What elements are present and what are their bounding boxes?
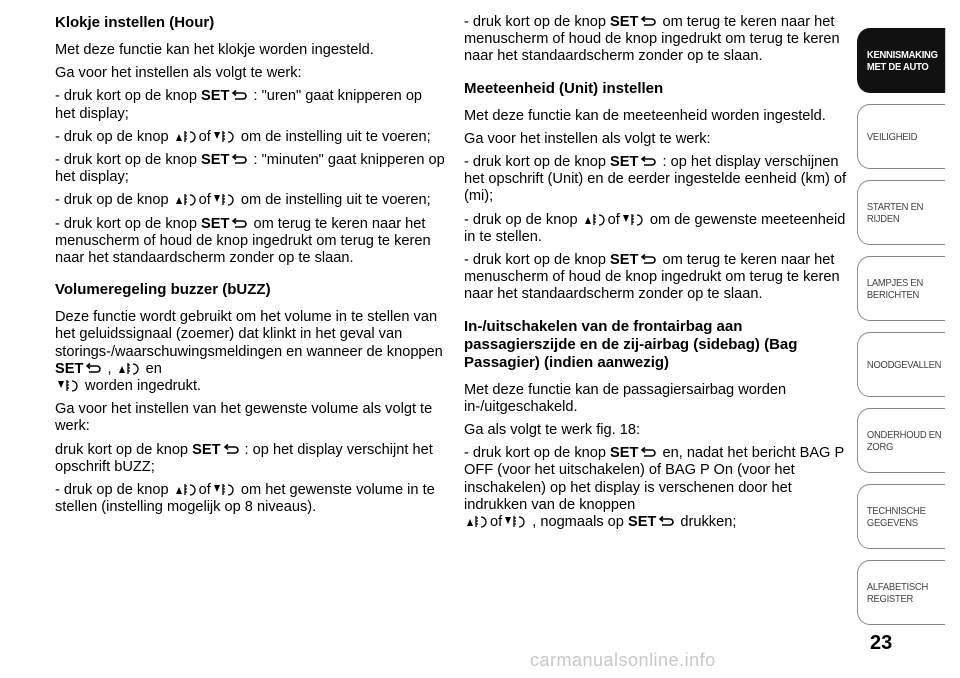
paragraph [55,482,445,516]
up-button-icon [118,361,140,375]
tab-label: NOODGEVALLEN [866,358,942,371]
text: - druk kort op de knop [464,445,611,462]
text: of [607,211,620,228]
text: of [198,192,211,209]
set-label: SET [201,88,230,105]
paragraph [464,252,852,304]
set-return-icon [231,90,247,102]
tab-alfabetisch-register[interactable] [857,560,945,625]
paragraph [55,152,445,186]
set-return-icon [640,156,656,168]
tab-lampjes-en-berichten[interactable] [857,256,945,321]
text: - druk kort op de knop [55,152,202,169]
down-button-icon [622,212,644,226]
text: om de instelling uit te voeren; [236,192,431,209]
tab-starten-en-rijden[interactable] [857,180,945,245]
text: om de gewenste meeteenheid in te stellen. [464,211,846,245]
paragraph [464,445,852,531]
paragraph: Ga voor het instellen als volgt te werk: [464,130,711,147]
paragraph [55,442,445,476]
right-column [464,14,852,537]
text: en [141,360,162,377]
paragraph [55,309,445,395]
paragraph [55,129,445,146]
paragraph: Ga voor het instellen als volgt te werk: [55,65,302,82]
text: - druk kort op de knop [464,154,611,171]
tab-label: TECHNISCHE GEGEVENS [866,504,926,529]
text: om de instelling uit te voeren; [236,128,431,145]
paragraph: Met deze functie kan de meeteenheid worden ingesteld. [464,107,826,124]
set-return-icon [658,516,674,528]
text: - druk kort op de knop [464,14,611,30]
heading-hour: Klokje instellen (Hour) [55,14,215,31]
chapter-sidebar [857,0,960,678]
set-label: SET [55,360,84,377]
tab-onderhoud-en-zorg[interactable] [857,408,945,473]
set-label: SET [201,215,230,232]
text: of [490,514,503,531]
heading-airbag: In-/uitschakelen van de frontairbag aan passagierszijde en de zij-airbag (sidebag) (Bag Passagier) (indien aanwezig) [464,317,798,371]
set-return-icon [223,444,239,456]
text: en, nadat het bericht BAG P OFF (voor het uitschakelen) of BAG P On (voor het inschakelen) op het display is verschenen door het indrukken van de knoppen [464,445,844,513]
paragraph: Ga voor het instellen van het gewenste volume als volgt te werk: [55,401,433,435]
set-label: SET [192,441,221,458]
up-button-icon [584,212,606,226]
tab-label: ONDERHOUD EN ZORG [866,428,942,453]
down-button-icon [57,378,79,392]
text: - druk kort op de knop [55,215,202,232]
tab-label: STARTEN EN RIJDEN [866,200,924,225]
up-button-icon [175,192,197,206]
text: - druk op de knop [464,211,582,228]
paragraph: Ga als volgt te werk fig. 18: [464,422,641,439]
text: worden ingedrukt. [81,378,202,395]
tab-label: ALFABETISCH REGISTER [866,580,929,605]
text: of [198,128,211,145]
paragraph [55,216,445,268]
set-label: SET [610,252,639,269]
text: - druk op de knop [55,482,173,499]
paragraph: Met deze functie kan de passagiersairbag worden in-/uitgeschakeld. [464,381,787,415]
text: om terug te keren naar het menuscherm of houd de knop ingedrukt om terug te keren naar het standaardscherm zonder op te slaan. [464,14,840,65]
text: om terug te keren naar het menuscherm of houd de knop ingedrukt om terug te keren naar het standaardscherm zonder op te slaan. [55,215,431,267]
text: - druk op de knop [55,192,173,209]
text: om het gewenste volume in te stellen (instelling mogelijk op 8 niveaus). [55,482,435,516]
set-label: SET [627,514,657,531]
tab-label: VEILIGHEID [866,130,918,143]
text: , nogmaals op [528,514,628,531]
tab-label: LAMPJES EN BERICHTEN [866,276,924,301]
set-return-icon [231,154,247,166]
text: om terug te keren naar het menuscherm of houd de knop ingedrukt om terug te keren naar het standaardscherm zonder op te slaan. [464,252,840,303]
up-button-icon [466,514,488,528]
paragraph [464,154,852,206]
watermark: carmanualsonline.info [530,650,716,670]
set-label: SET [201,152,230,169]
tab-noodgevallen[interactable] [857,332,945,397]
set-return-icon [640,254,656,266]
paragraph [55,88,445,122]
text: Deze functie wordt gebruikt om het volume in te stellen van het geluidssignaal (zoemer) dat klinkt in het geval van storings-/waarschuwingsmeldingen en wanneer de knoppen [55,309,443,360]
page-number: 23 [870,632,893,654]
heading-unit: Meeteenheid (Unit) instellen [464,79,664,97]
text: druk kort op de knop [55,441,193,458]
set-return-icon [640,16,656,28]
paragraph [55,192,445,209]
set-return-icon [231,218,247,230]
set-label: SET [610,154,639,171]
set-label: SET [610,445,639,462]
up-button-icon [175,482,197,496]
down-button-icon [213,129,235,143]
text: : "minuten" gaat knipperen op het display; [55,152,445,186]
down-button-icon [213,192,235,206]
tab-kennismaking[interactable] [857,28,945,93]
text: , [103,360,116,377]
set-return-icon [640,447,656,459]
paragraph: Met deze functie kan het klokje worden ingesteld. [55,42,374,58]
left-column [55,14,445,522]
text: : "uren" gaat knipperen op het display; [55,88,423,122]
paragraph [464,212,852,246]
down-button-icon [213,482,235,496]
text: : op het display verschijnen het opschrift (Unit) en de eerder ingestelde eenheid (km) of (mi); [464,154,847,205]
tab-label: KENNISMAKING MET DE AUTO [866,48,938,73]
set-label: SET [610,14,639,30]
set-return-icon [85,363,101,375]
paragraph [464,14,852,66]
down-button-icon [504,514,526,528]
heading-buzzer: Volumeregeling buzzer (bUZZ) [55,281,271,299]
tab-veiligheid[interactable] [857,104,945,169]
text: - druk kort op de knop [55,88,202,105]
text: of [198,482,211,499]
text: drukken; [676,514,737,531]
text: : op het display verschijnt het opschrift bUZZ; [55,441,433,475]
text: - druk kort op de knop [464,252,611,269]
tab-technische-gegevens[interactable] [857,484,945,549]
up-button-icon [175,129,197,143]
text: - druk op de knop [55,128,173,145]
